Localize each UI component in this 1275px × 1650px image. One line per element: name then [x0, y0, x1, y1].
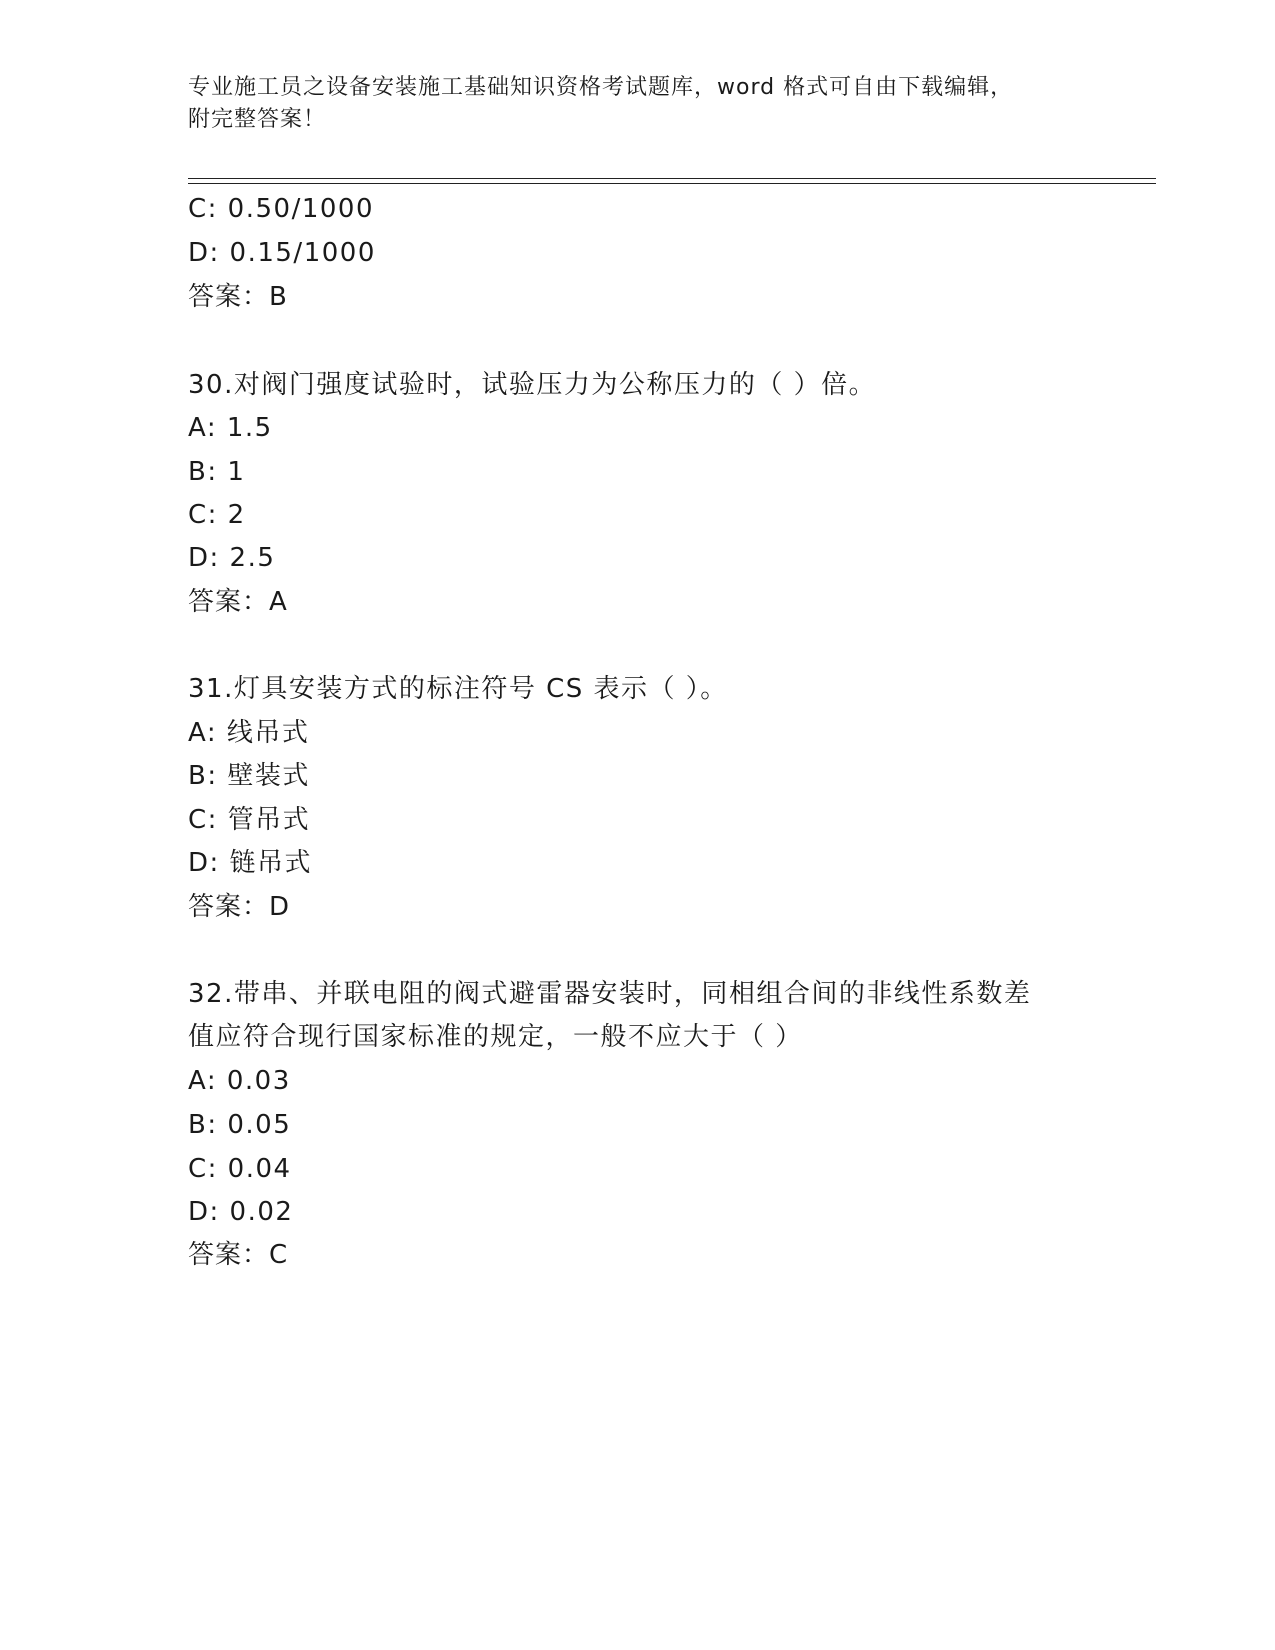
header-divider-top — [188, 178, 1156, 179]
q32-option-c: C: 0.04 — [188, 1154, 292, 1184]
prev-option-c: C: 0.50/1000 — [188, 194, 374, 224]
header-line-1: 专业施工员之设备安装施工基础知识资格考试题库，word 格式可自由下载编辑， — [188, 75, 1014, 100]
prev-option-d: D: 0.15/1000 — [188, 238, 376, 268]
q31-option-c: C: 管吊式 — [188, 805, 311, 835]
q32-option-a: A: 0.03 — [188, 1066, 291, 1096]
header-line-2: 附完整答案！ — [188, 107, 327, 132]
q31-question: 31.灯具安装方式的标注符号 CS 表示（ ）。 — [188, 674, 728, 704]
q32-option-d: D: 0.02 — [188, 1197, 294, 1227]
q31-answer: 答案：D — [188, 892, 291, 922]
q32-question-line-1: 32.带串、并联电阻的阀式避雷器安装时，同相组合间的非线性系数差 — [188, 979, 1032, 1009]
q30-option-b: B: 1 — [188, 457, 246, 487]
q31-option-b: B: 壁装式 — [188, 761, 310, 791]
q32-question-line-2: 值应符合现行国家标准的规定，一般不应大于（ ） — [188, 1022, 803, 1052]
q30-answer: 答案：A — [188, 587, 288, 617]
q30-option-a: A: 1.5 — [188, 413, 273, 443]
q31-option-d: D: 链吊式 — [188, 848, 313, 878]
q32-option-b: B: 0.05 — [188, 1110, 292, 1140]
document-header — [188, 72, 1088, 136]
q32-answer: 答案：C — [188, 1240, 289, 1270]
q31-option-a: A: 线吊式 — [188, 718, 310, 748]
q30-option-d: D: 2.5 — [188, 543, 276, 573]
q30-question: 30.对阀门强度试验时，试验压力为公称压力的（ ）倍。 — [188, 370, 877, 400]
q30-option-c: C: 2 — [188, 500, 246, 530]
header-divider-bottom — [188, 183, 1156, 184]
prev-answer: 答案：B — [188, 282, 288, 312]
